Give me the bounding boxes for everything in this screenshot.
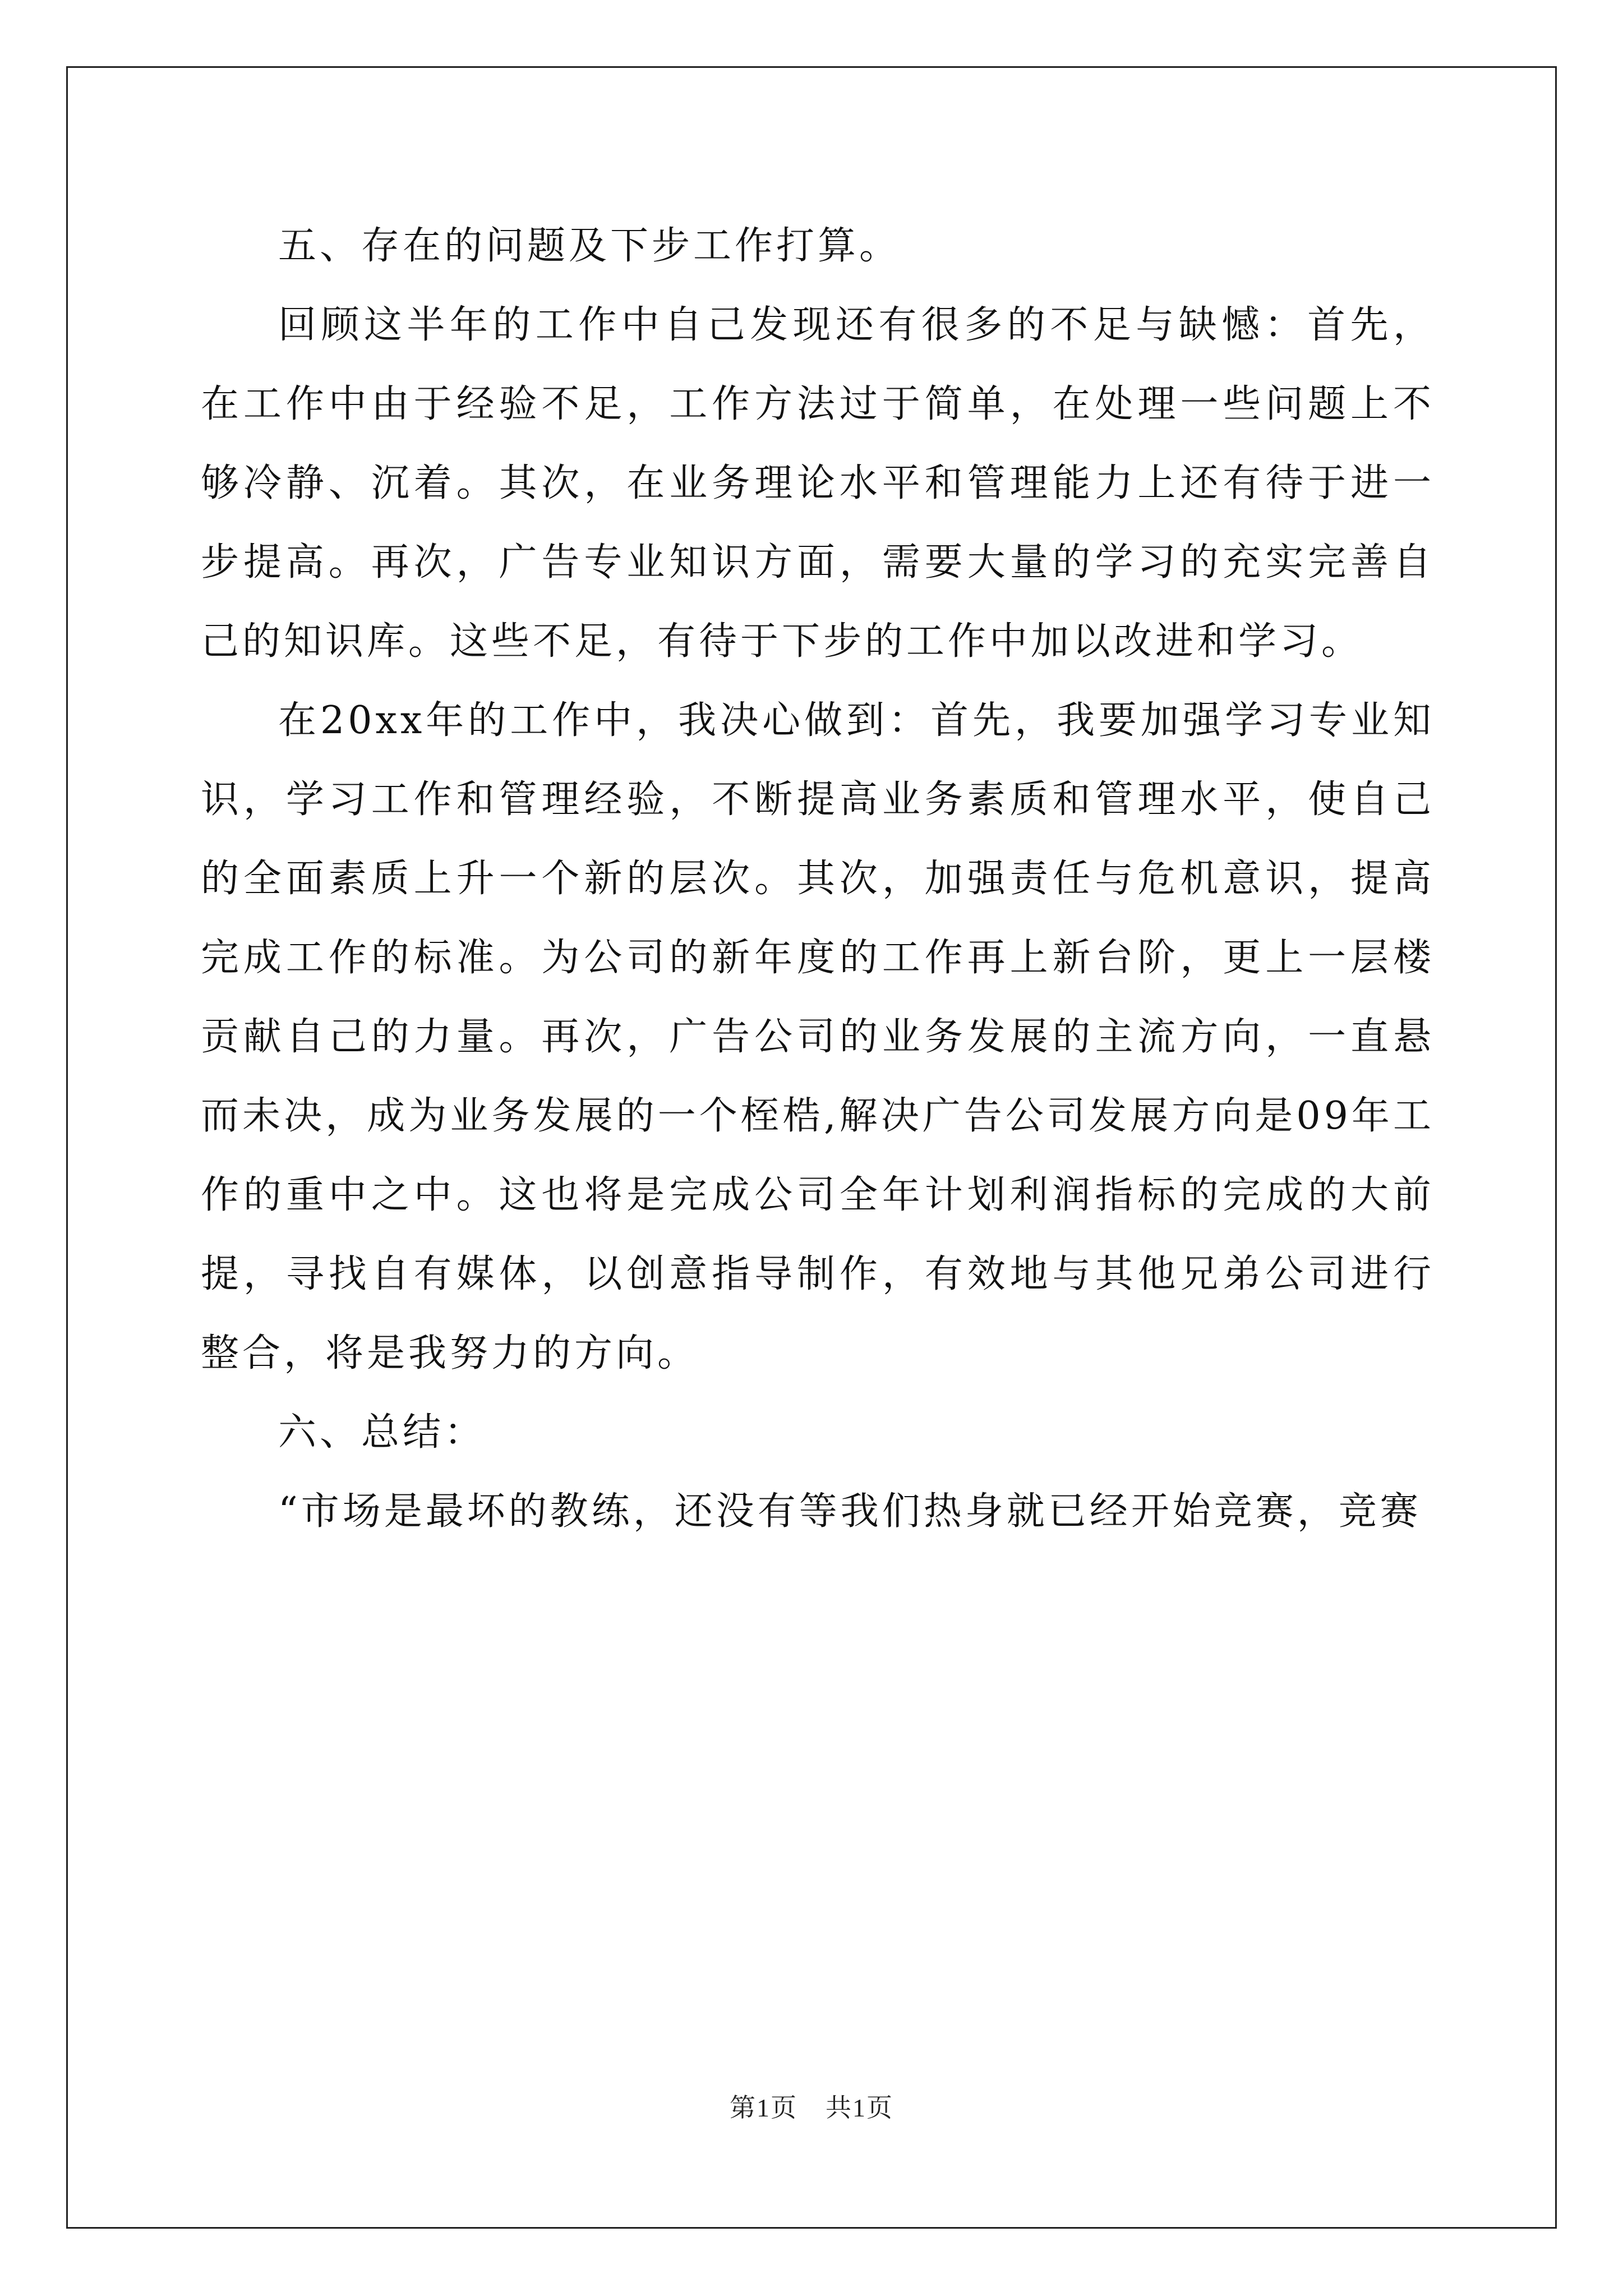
- document-body: [201, 206, 1435, 1551]
- section-heading-summary: 六、总结：: [278, 1410, 486, 1455]
- section-heading-problems: 五、存在的问题及下步工作打算。: [278, 224, 901, 268]
- paragraph-shortcomings: 回顾这半年的工作中自己发现还有很多的不足与缺憾：首先，在工作中由于经验不足，工作方法过于简单，在处理一些问题上不够冷静、沉着。其次，在业务理论水平和管理能力上还有待于进一步提高。再次，广告专业知识方面，需要大量的学习的充实完善自己的知识库。这些不足，有待于下步的工作中加以改进和学习。: [201, 303, 1435, 664]
- paragraph-summary-quote: “市场是最坏的教练，还没有等我们热身就已经开始竞赛，竞赛: [278, 1489, 1422, 1534]
- page-footer: [0, 2091, 1623, 2125]
- page-number-current: 第1页: [730, 2093, 797, 2122]
- page-number-total: 共1页: [826, 2093, 893, 2122]
- paragraph-next-year-plan: 在20xx年的工作中，我决心做到：首先，我要加强学习专业知识，学习工作和管理经验，不断提高业务素质和管理水平，使自己的全面素质上升一个新的层次。其次，加强责任与危机意识，提高完成工作的标准。为公司的新年度的工作再上新台阶，更上一层楼贡献自己的力量。再次，广告公司的业务发展的主流方向，一直悬而未决，成为业务发展的一个桎梏,解决广告公司发展方向是09年工作的重中之中。这也将是完成公司全年计划利润指标的完成的大前提，寻找自有媒体，以创意指导制作，有效地与其他兄弟公司进行整合，将是我努力的方向。: [201, 698, 1435, 1375]
